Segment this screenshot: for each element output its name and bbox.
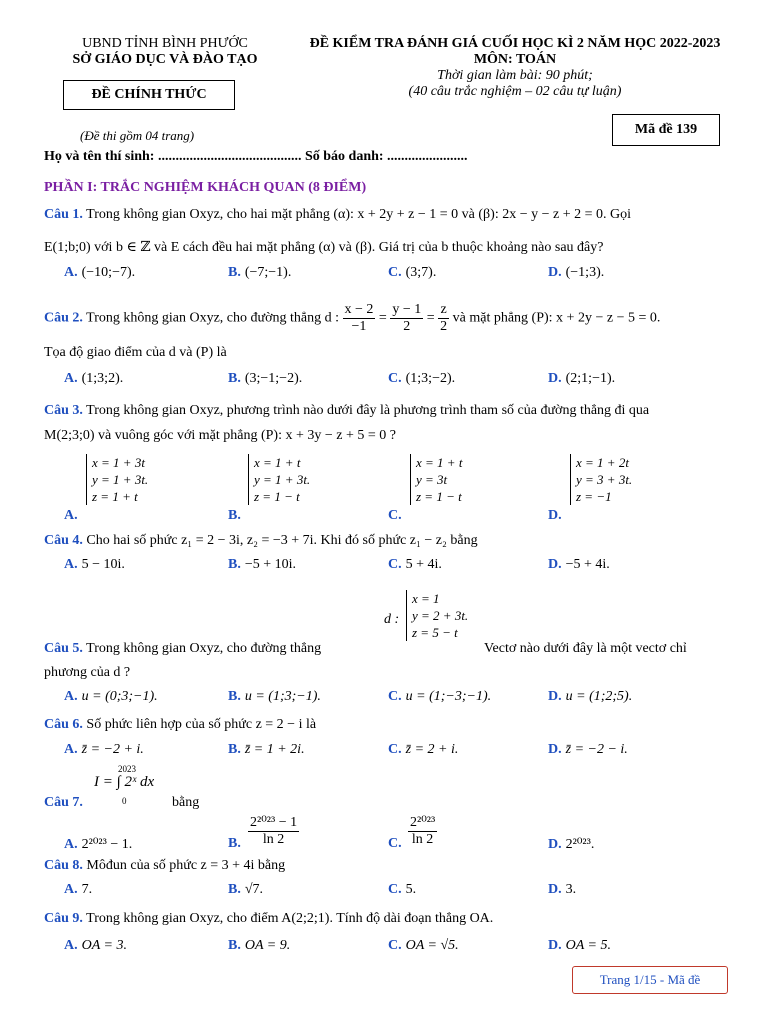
question-2-line-1: Câu 2. Trong không gian Oxyz, cho đường thẳng d : $\frac{x - 2}{-1}$ = $\frac{y - 1}{2}$ = $\frac{z}{2}$ và mặt phẳng (P): x + 2y − z − 5 = 0. [44, 302, 661, 334]
question-2-line-2: Tọa độ giao điểm của d và (P) là [44, 345, 227, 360]
answer-1B[interactable]: B. (−7;−1). [228, 265, 292, 280]
page-footer [572, 966, 728, 994]
subject: MÔN: TOÁN [473, 52, 557, 67]
answer-4D[interactable]: D. −5 + 4i. [548, 557, 610, 572]
org-line-1: UBND TỈNH BÌNH PHƯỚC [82, 36, 248, 51]
fraction: $\frac{z}{2}$ [440, 302, 448, 334]
answer-1D[interactable]: D. (−1;3). [548, 265, 605, 280]
question-label: Câu 5. [44, 641, 83, 656]
answer-4B[interactable]: B. −5 + 10i. [228, 557, 297, 572]
answer-8D[interactable]: D. 3. [548, 882, 577, 897]
question-8 [44, 858, 285, 874]
question-7 [44, 795, 83, 811]
answer-3C-system: x = 1 + t y = 3t z = 1 − t [410, 454, 462, 505]
answer-3A-label[interactable]: A. [64, 508, 78, 523]
question-4 [44, 533, 478, 549]
answer-2A[interactable]: A. (1;3;2). [64, 371, 124, 386]
answer-1C[interactable]: C. (3;7). [388, 265, 437, 280]
answer-2D[interactable]: D. (2;1;−1). [548, 371, 616, 386]
question-label: Câu 3. [44, 403, 83, 418]
answer-7B[interactable]: B. [228, 836, 241, 851]
official-badge [63, 80, 235, 110]
answer-3B-system: x = 1 + t y = 1 + 3t. z = 1 − t [248, 454, 310, 505]
question-1-line-1 [44, 207, 631, 223]
answer-2C[interactable]: C. (1;3;−2). [388, 371, 456, 386]
answer-9C[interactable]: C. OA = √5. [388, 938, 459, 953]
exam-code-box [612, 114, 720, 146]
question-text: Cho hai số phức z₁ = 2 − 3i, z₂ = −3 + 7i. Khi đó số phức z₁ − z₂ bằng [86, 533, 478, 548]
answer-2B[interactable]: B. (3;−1;−2). [228, 371, 303, 386]
header-left [40, 36, 290, 68]
question-1-line-2: E(1;b;0) với b ∈ ℤ và E cách đều hai mặt phẳng (α) và (β). Giá trị của b thuộc khoảng nào sau đây? [44, 240, 604, 255]
exam-structure: (40 câu trắc nghiệm – 02 câu tự luận) [408, 84, 622, 99]
answer-6D[interactable]: D. z̄ = −2 − i. [548, 742, 628, 757]
answer-7C[interactable]: C. [388, 836, 402, 851]
question-text: Trong không gian Oxyz, cho hai mặt phẳng (α): x + 2y + z − 1 = 0 và (β): 2x − y − z + 2 = 0. Gọi [86, 207, 632, 222]
answer-3B-label[interactable]: B. [228, 508, 241, 523]
question-text: Trong không gian Oxyz, cho điểm A(2;2;1). Tính độ dài đoạn thẳng OA. [86, 911, 494, 926]
answer-8C[interactable]: C. 5. [388, 882, 417, 897]
question-label: Câu 9. [44, 911, 83, 926]
question-label: Câu 4. [44, 533, 83, 548]
question-9 [44, 911, 493, 927]
answer-3A-system: x = 1 + 3t y = 1 + 3t. z = 1 + t [86, 454, 148, 505]
question-text: Môđun của số phức z = 3 + 4i bằng [86, 858, 286, 873]
line-d-label: d : [384, 612, 400, 627]
pages-note: (Đề thi gồm 04 trang) [80, 128, 195, 143]
fraction: $\frac{y - 1}{2}$ [392, 302, 422, 334]
question-text: Trong không gian Oxyz, phương trình nào dưới đây là phương trình tham số của đường thẳng đi qua [86, 403, 650, 418]
question-5-line-1 [44, 641, 321, 657]
answer-3D-label[interactable]: D. [548, 508, 562, 523]
answer-7D[interactable]: D. 2²⁰²³. [548, 837, 595, 852]
answer-3D-system: x = 1 + 2t y = 3 + 3t. z = −1 [570, 454, 632, 505]
integral-lower: 0 [122, 796, 127, 806]
exam-title: ĐỀ KIỂM TRA ĐÁNH GIÁ CUỐI HỌC KÌ 2 NĂM HỌC 2022-2023 [309, 36, 721, 51]
answer-9D[interactable]: D. OA = 5. [548, 938, 611, 953]
answer-4A[interactable]: A. 5 − 10i. [64, 557, 125, 572]
question-text: và mặt phẳng (P): x + 2y − z − 5 = 0. [452, 310, 661, 326]
answer-3C-label[interactable]: C. [388, 508, 402, 523]
answer-4C[interactable]: C. 5 + 4i. [388, 557, 442, 572]
answer-7B-fraction: $\frac{\text{2²⁰²³ − 1}}{\ln 2}$ [250, 815, 298, 847]
section-title: PHẦN I: TRẮC NGHIỆM KHÁCH QUAN (8 ĐIỂM) [44, 180, 367, 195]
answer-6A[interactable]: A. z̄ = −2 + i. [64, 742, 144, 757]
question-7-text: bằng [172, 795, 200, 810]
page-indicator: Trang 1/15 - Mã đề [599, 972, 701, 987]
answer-9A[interactable]: A. OA = 3. [64, 938, 127, 953]
answer-1A[interactable]: A. (−10;−7). [64, 265, 136, 280]
answer-8B[interactable]: B. √7. [228, 882, 264, 897]
answer-5C[interactable]: C. u = (1;−3;−1). [388, 689, 492, 704]
question-3-line-1 [44, 403, 649, 419]
answer-5B[interactable]: B. u = (1;3;−1). [228, 689, 321, 704]
answer-6B[interactable]: B. z̄ = 1 + 2i. [228, 742, 305, 757]
time-limit: Thời gian làm bài: 90 phút; [437, 68, 593, 83]
answer-7A[interactable]: A. 2²⁰²³ − 1. [64, 837, 133, 852]
candidate-line: Họ và tên thí sinh: ......................................... Số báo danh: ....................... [44, 149, 468, 164]
line-d-system: x = 1 y = 2 + 3t. z = 5 − t [406, 590, 468, 641]
answer-5D[interactable]: D. u = (1;2;5). [548, 689, 633, 704]
question-label: Câu 8. [44, 858, 83, 873]
fraction: $\frac{x - 2}{-1}$ [344, 302, 374, 334]
exam-code: Mã đề 139 [634, 122, 698, 137]
question-5-line-2: phương của d ? [44, 665, 131, 680]
question-5-line-1b: Vectơ nào dưới đây là một vectơ chỉ [484, 641, 687, 656]
integral-upper: 2023 [118, 764, 136, 774]
question-6 [44, 717, 316, 733]
answer-8A[interactable]: A. 7. [64, 882, 93, 897]
question-text: Trong không gian Oxyz, cho đường thẳng [86, 641, 322, 656]
header-right [285, 36, 745, 100]
answer-5A[interactable]: A. u = (0;3;−1). [64, 689, 158, 704]
org-line-2: SỞ GIÁO DỤC VÀ ĐÀO TẠO [72, 52, 258, 67]
answer-6C[interactable]: C. z̄ = 2 + i. [388, 742, 459, 757]
question-label: Câu 7. [44, 795, 83, 810]
question-label: Câu 1. [44, 207, 83, 222]
answer-9B[interactable]: B. OA = 9. [228, 938, 291, 953]
question-text: Trong không gian Oxyz, cho đường thẳng d : [86, 310, 340, 326]
question-label: Câu 6. [44, 717, 83, 732]
question-3-line-2: M(2;3;0) và vuông góc với mặt phẳng (P): x + 3y − z + 5 = 0 ? [44, 428, 396, 443]
answer-7C-fraction: $\frac{\text{2²⁰²³}}{\ln 2}$ [410, 815, 436, 847]
official-label: ĐỀ CHÍNH THỨC [91, 87, 207, 102]
question-text: Số phức liên hợp của số phức z = 2 − i là [86, 717, 317, 732]
question-label: Câu 2. [44, 310, 83, 326]
integral-expression: I = ∫ 2ˣ dx [94, 774, 155, 790]
